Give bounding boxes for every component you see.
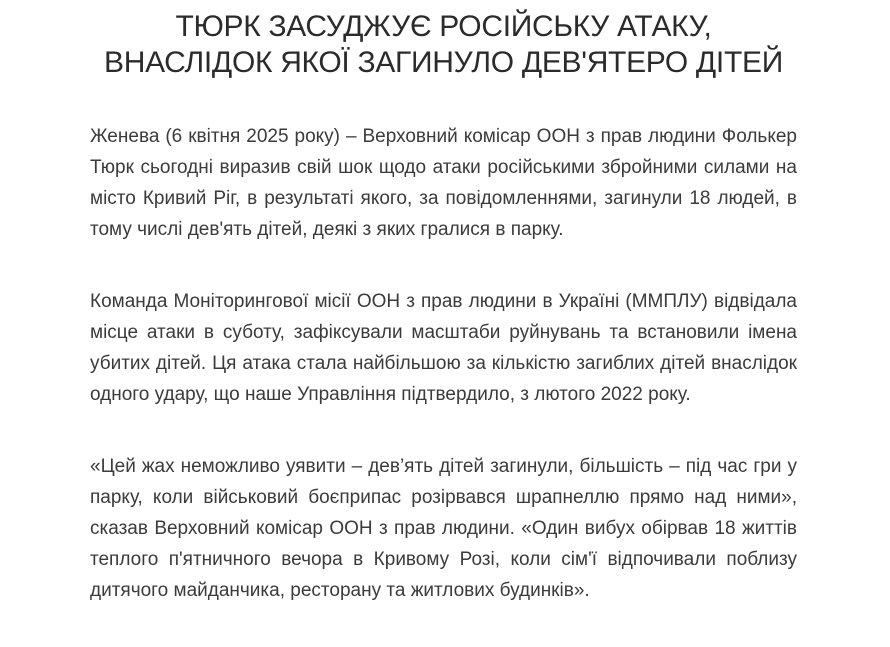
article bbox=[90, 0, 797, 647]
article-paragraph-2: Команда Моніторингової місії ООН з прав людини в Україні (ММПЛУ) відвідала місце атаки в суботу, зафіксували масштаби руйнувань та встановили імена убитих дітей. Ця атака стала найбільшою за кількістю загиблих дітей внаслідок одного удару, що наше Управління підтвердило, з лютого 2022 року. bbox=[90, 291, 797, 405]
article-paragraph-3: «Цей жах неможливо уявити – дев’ять дітей загинули, більшість – під час гри у парку, коли військовий боєприпас розірвався шрапнеллю прямо над ними», сказав Верховний комісар ООН з прав людини. «Один вибух обірвав 18 життів теплого п'ятничного вечора в Кривому Розі, коли сім'ї відпочивали поблизу дитячого майданчика, ресторану та житлових будинків». bbox=[90, 456, 797, 601]
article-paragraph-1: Женева (6 квітня 2025 року) – Верховний комісар ООН з прав людини Фолькер Тюрк сьогодні виразив свій шок щодо атаки російськими збройними силами на місто Кривий Ріг, в результаті якого, за повідомленнями, загинули 18 людей, в тому числі дев'ять дітей, деякі з яких гралися в парку. bbox=[90, 126, 797, 240]
article-title: ТЮРК ЗАСУДЖУЄ РОСІЙСЬКУ АТАКУ, ВНАСЛІДОК ЯКОЇ ЗАГИНУЛО ДЕВ'ЯТЕРО ДІТЕЙ bbox=[104, 10, 783, 79]
article-body bbox=[90, 121, 797, 606]
